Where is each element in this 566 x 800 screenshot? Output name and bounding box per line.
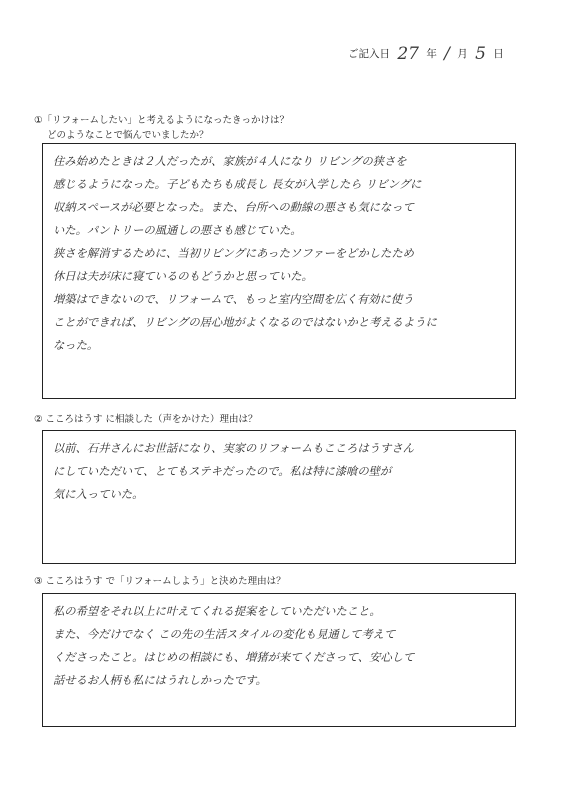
year-unit: 年 [426, 48, 437, 60]
question-3-text: ③ こころはうす で「リフォームしよう」と決めた理由は？ [34, 576, 286, 587]
answer-1-line: 感じるようになった。子どもたちも成長し 長女が入学したら リビングに [53, 178, 422, 191]
answer-box-1 [42, 143, 516, 399]
answer-2-line: にしていただいて、とてもステキだったので。私は特に漆喰の壁が [53, 465, 392, 478]
question-2-text: ② こころはうす に相談した（声をかけた）理由は？ [34, 414, 258, 425]
year-value: 27 [397, 44, 419, 64]
answer-3-line: 話せるお人柄も私にはうれしかったです。 [53, 674, 267, 687]
date-slash: / [444, 44, 450, 64]
answer-1-line: いた。パントリーの風通しの悪さも感じていた。 [53, 224, 302, 237]
question-2 [34, 412, 258, 427]
answer-3-line: 私の希望をそれ以上に叶えてくれる提案をしていただいたこと。 [53, 605, 381, 618]
question-1 [34, 113, 289, 143]
day-value: 5 [475, 44, 486, 64]
answer-1-line: 増築はできないので、リフォームで、もっと室内空間を広く有効に使う [53, 293, 414, 306]
answer-3-line: また、今だけでなく この先の生活スタイルの変化も見通して考えて [53, 628, 396, 641]
entry-date [348, 44, 504, 64]
question-1-text: ①「リフォームしたい」と考えるようになったきっかけは？ [34, 115, 290, 126]
month-unit: 月 [457, 48, 468, 60]
question-3 [34, 574, 286, 589]
question-1-subtext: どのようなことで悩んでいましたか？ [47, 130, 209, 141]
answer-3-line: くださったこと。はじめの相談にも、増猪が来てくださって、安心して [53, 651, 415, 664]
answer-2-line: 以前、石井さんにお世話になり、実家のリフォームもこころはうすさん [53, 442, 414, 455]
answer-1-line: 住み始めたときは２人だったが、家族が４人になり リビングの狭さを [53, 155, 407, 168]
answer-1-line: 狭さを解消するために、当初リビングにあったソファーをどかしたため [53, 247, 414, 260]
answer-1-line: ことができれば、リビングの居心地がよくなるのではないかと考えるように [53, 316, 437, 329]
answer-2-line: 気に入っていた。 [53, 488, 144, 501]
day-unit: 日 [493, 48, 504, 60]
answer-box-3 [42, 593, 516, 727]
answer-1-line: 休日は夫が床に寝ているのもどうかと思っていた。 [53, 270, 313, 283]
answer-1-line: なった。 [53, 339, 99, 352]
answer-box-2 [42, 430, 516, 564]
answer-1-line: 収納スペースが必要となった。また、台所への動線の悪さも気になって [53, 201, 414, 214]
date-label: ご記入日 [348, 48, 390, 60]
